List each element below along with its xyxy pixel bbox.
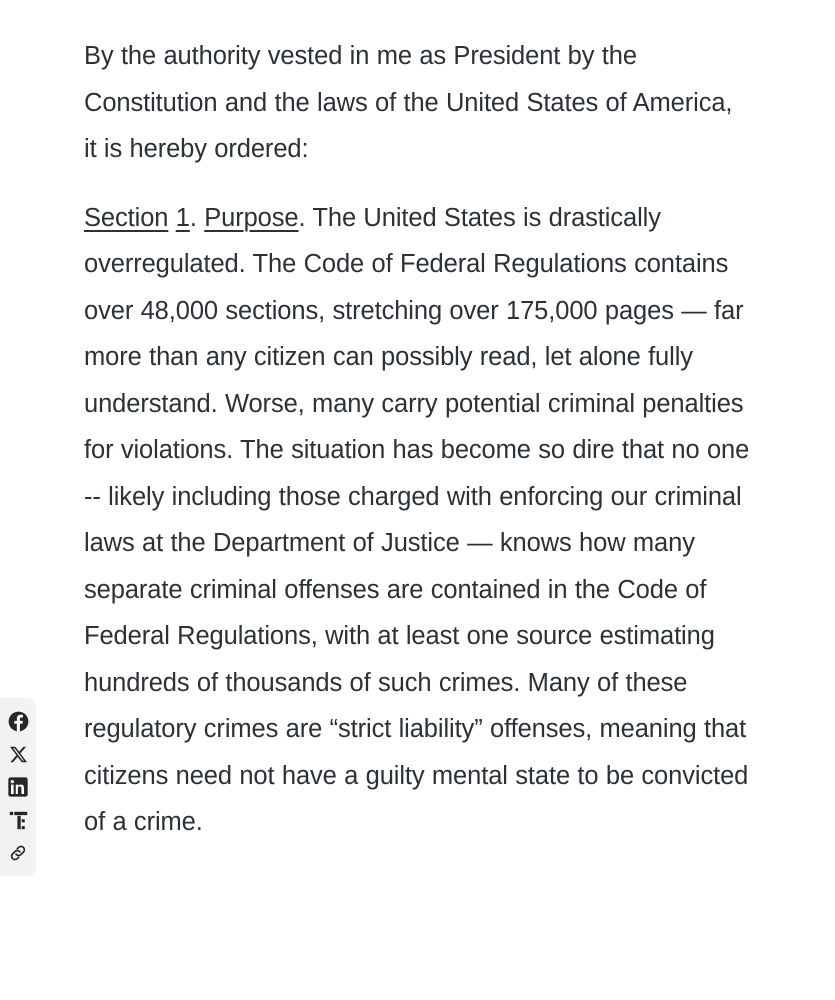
x-twitter-icon [9, 745, 28, 764]
linkedin-icon [8, 777, 28, 797]
underlined-text: 1 [175, 203, 190, 232]
share-button-copy-link[interactable] [7, 842, 29, 864]
share-button-facebook[interactable] [7, 710, 29, 732]
share-button-truth-social[interactable] [7, 809, 29, 831]
executive-order-body [84, 0, 752, 846]
paragraph-section-1-purpose: Section 1. Purpose. The United States is drastically overregulated. The Code of Federal Regulations contains over 48,000 sections, stretching over 175,000 pages — far more than any citizen can possibly read, let alone fully understand. Worse, many carry potential criminal penalties for violations. The situation has become so dire that no one -- likely including those charged with enforcing our criminal laws at the Department of Justice — knows how many separate criminal offenses are contained in the Code of Federal Regulations, with at least one source estimating hundreds of thousands of such crimes. Many of these regulatory crimes are “strict liability” offenses, meaning that citizens need not have a guilty mental state to be convicted of a crime. [84, 203, 750, 836]
share-button-linkedin[interactable] [7, 776, 29, 798]
facebook-icon [8, 711, 29, 732]
paragraph-authority-clause: By the authority vested in me as President by the Constitution and the laws of the United States of America, it is hereby ordered: [84, 42, 733, 163]
truth-social-icon [9, 811, 28, 830]
link-chain-icon [8, 843, 28, 863]
underlined-text: Section [84, 203, 169, 232]
social-share-rail [0, 698, 36, 876]
share-button-x[interactable] [7, 743, 29, 765]
underlined-text: Purpose [204, 203, 299, 232]
